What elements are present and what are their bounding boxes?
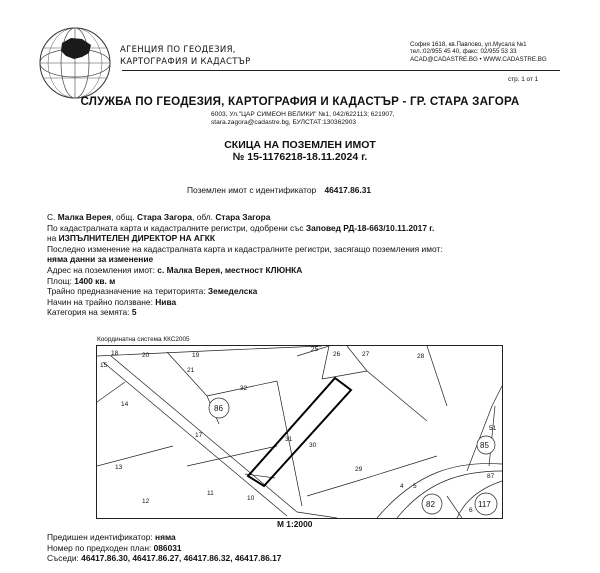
cadastral-text: По кадастралната карта и кадастралните регистри, одобрени със	[47, 222, 306, 233]
office-name: СЛУЖБА ПО ГЕОДЕЗИЯ, КАРТОГРАФИЯ И КАДАСТЪР - ГР. СТАРА ЗАГОРА	[80, 95, 520, 108]
prev-id-value: няма	[155, 532, 176, 542]
property-id-value: 46417.86.31	[324, 185, 372, 195]
plan-value: 086031	[153, 542, 182, 553]
footer-details	[47, 532, 567, 564]
map-label-6: 6	[469, 507, 473, 514]
header-divider	[122, 70, 560, 71]
cadastral-by-prefix: на	[47, 233, 59, 244]
neighbors-label: Съседи:	[47, 553, 82, 564]
usage-label: Начин на трайно ползване:	[47, 296, 156, 307]
page-number: стр. 1 от 1	[508, 76, 539, 83]
location-village: Малка Верея	[57, 212, 112, 222]
map-label-10: 10	[247, 495, 255, 502]
agency-globe-logo	[38, 26, 112, 100]
location-region: Стара Загора	[215, 212, 271, 222]
map-label-14: 14	[121, 401, 129, 408]
contact-phone: тел.:02/955 45 40, факс: 02/955 53 33	[410, 48, 517, 56]
map-label-117: 117	[478, 500, 491, 509]
office-email: stara.zagora@cadastre.bg, БУЛСТАТ:130362903	[211, 119, 357, 126]
usage-row	[47, 297, 567, 308]
plan-label: Номер по предходен план:	[47, 542, 154, 553]
map-label-25: 25	[311, 346, 319, 353]
neighbors-value: 46417.86.30, 46417.86.27, 46417.86.32, 46417.86.17	[81, 553, 282, 564]
last-change-value: няма данни за изменение	[47, 254, 154, 265]
map-label-15: 15	[100, 362, 108, 369]
agency-name-line2: КАРТОГРАФИЯ И КАДАСТЪР	[120, 57, 251, 67]
agency-contact	[410, 41, 547, 63]
prev-id-label: Предишен идентификатор:	[47, 532, 156, 542]
document-number: № 15-1176218-18.11.2024 г.	[232, 151, 368, 163]
address-label: Адрес на поземления имот:	[47, 264, 158, 275]
neighbors-row	[47, 553, 567, 564]
agency-name	[120, 44, 251, 68]
highlighted-parcel-31	[248, 378, 351, 486]
category-row	[47, 307, 567, 318]
document-title: СКИЦА НА ПОЗЕМЛЕН ИМОТ	[224, 139, 376, 151]
map-label-27: 27	[362, 351, 370, 358]
address-value: с. Малка Верея, местност КЛЮНКА	[157, 264, 303, 275]
location-sep2: , обл.	[192, 212, 216, 222]
location-row	[47, 212, 567, 223]
usage-value: Нива	[155, 296, 177, 307]
cadastral-by-row	[47, 233, 567, 244]
map-label-20: 20	[142, 352, 150, 359]
map-label-26: 26	[333, 351, 341, 358]
map-label-4: 4	[400, 483, 404, 490]
map-label-5: 5	[413, 483, 417, 490]
area-label: Площ:	[47, 275, 75, 286]
area-row	[47, 276, 567, 287]
map-label-12: 12	[142, 498, 150, 505]
cadastral-row	[47, 223, 567, 234]
map-label-19: 19	[192, 352, 200, 359]
location-sep1: , общ.	[111, 212, 137, 222]
last-change-label: Последно изменение на кадастралната карта и кадастралните регистри, засягащо поземления имот:	[47, 243, 443, 254]
map-label-28: 28	[417, 353, 425, 360]
property-details	[47, 212, 567, 318]
contact-web: ACAD@CADASTRE.BG • WWW.CADASTRE.BG	[410, 55, 547, 63]
category-value: 5	[131, 307, 137, 318]
cadastral-by: ИЗПЪЛНИТЕЛЕН ДИРЕКТОР НА АГКК	[58, 233, 215, 244]
purpose-row	[47, 286, 567, 297]
map-label-85: 85	[480, 441, 489, 450]
coordinate-system: Координатна система ККС2005	[97, 336, 190, 343]
map-label-30: 30	[309, 442, 317, 449]
plan-row	[47, 543, 567, 554]
office-address: 6003, Ул."ЦАР СИМЕОН ВЕЛИКИ" №1, 042/622113; 621907,	[211, 111, 395, 118]
location-municipality: Стара Загора	[136, 212, 193, 222]
area-value: 1400 кв. м	[74, 275, 116, 286]
map-label-51: 51	[489, 425, 497, 432]
category-label: Категория на земята:	[47, 307, 132, 318]
map-label-17: 17	[195, 432, 203, 439]
map-label-32: 32	[240, 385, 248, 392]
map-label-18: 18	[111, 350, 119, 357]
prev-id-row	[47, 532, 567, 543]
purpose-value: Земеделска	[207, 286, 258, 297]
map-label-87: 87	[487, 473, 495, 480]
map-label-29: 29	[355, 466, 363, 473]
map-label-21: 21	[187, 367, 195, 374]
map-label-31: 31	[285, 436, 293, 443]
cadastral-order: Заповед РД-18-663/10.11.2017 г.	[305, 222, 435, 233]
road-line-b	[111, 356, 297, 512]
cadastral-map	[96, 345, 503, 519]
map-label-11: 11	[207, 490, 214, 497]
agency-name-line1: АГЕНЦИЯ ПО ГЕОДЕЗИЯ,	[120, 45, 236, 55]
property-id-row	[187, 185, 371, 196]
address-row	[47, 265, 567, 276]
purpose-label: Трайно предназначение на територията:	[47, 286, 208, 297]
map-label-82: 82	[426, 500, 435, 509]
property-id-label: Поземлен имот с идентификатор	[187, 185, 317, 195]
map-label-86: 86	[214, 404, 223, 413]
contact-address: София 1618, кв.Павлово, ул.Мусала №1	[410, 41, 527, 48]
map-label-13: 13	[115, 464, 123, 471]
location-prefix: С.	[47, 212, 58, 222]
map-scale: М 1:2000	[277, 519, 313, 529]
map-drawing	[97, 346, 502, 518]
